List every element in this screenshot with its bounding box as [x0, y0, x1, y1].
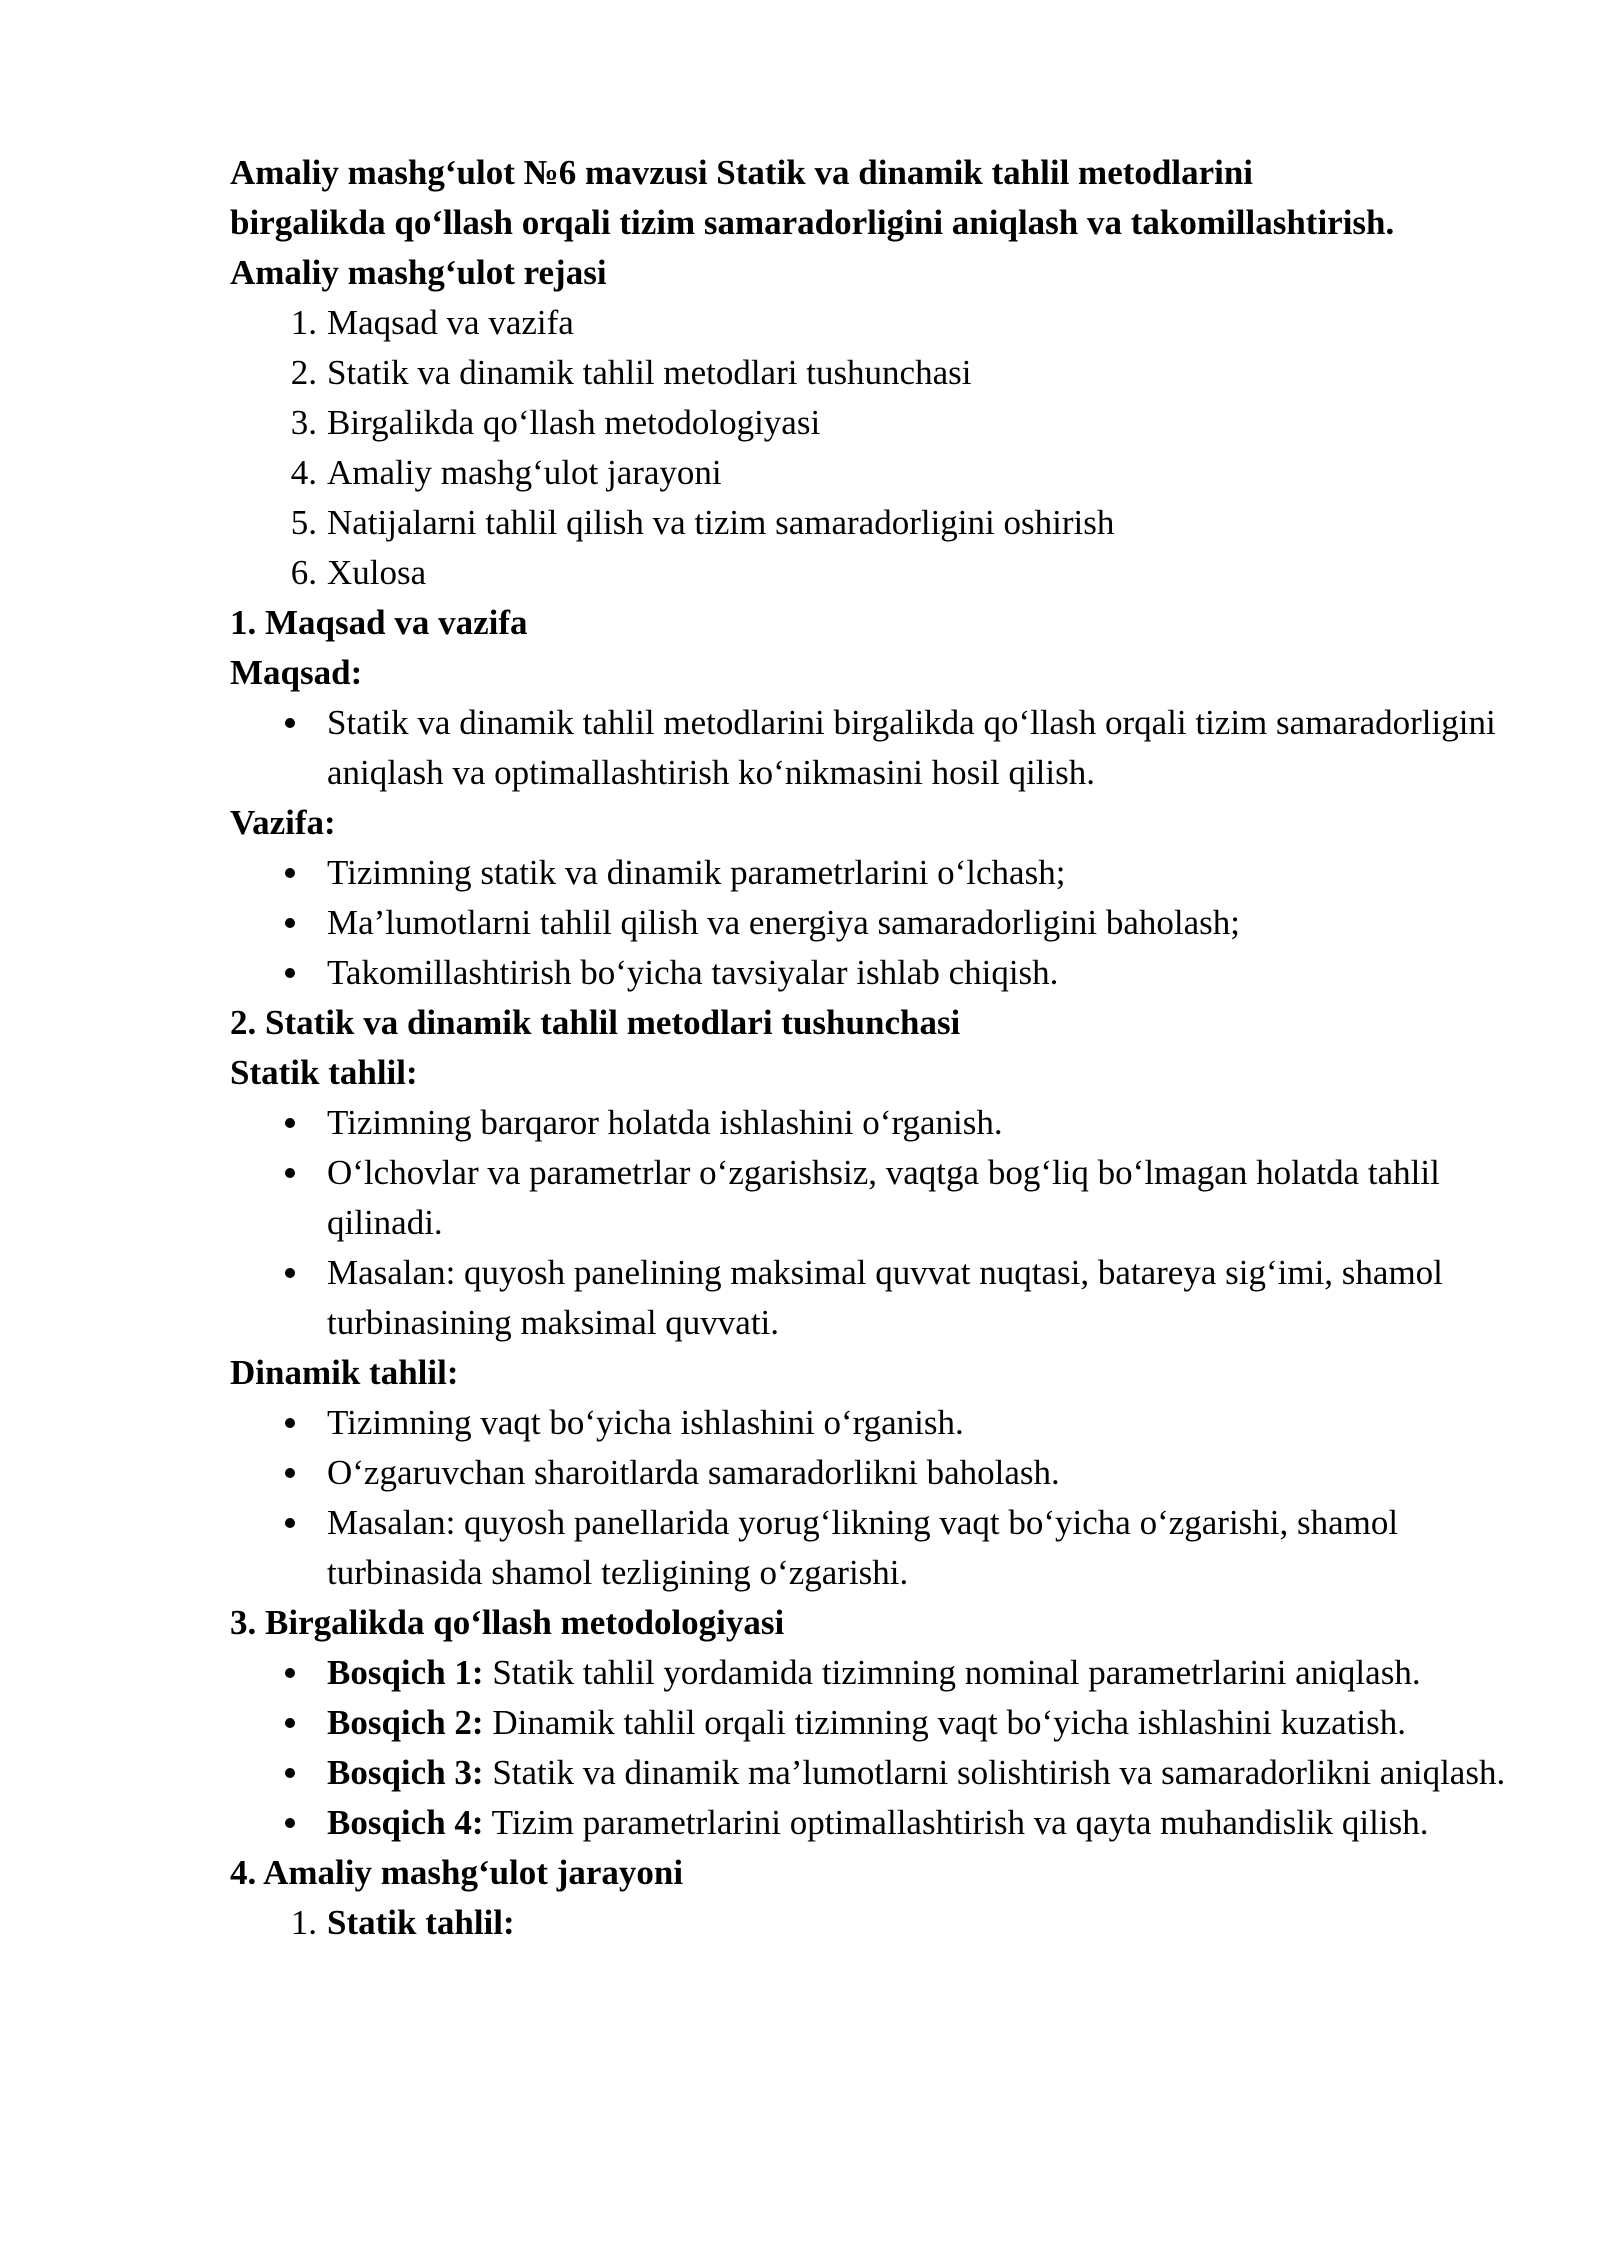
bullet-icon: [285, 1768, 295, 1778]
plan-item-text: Statik va dinamik tahlil metodlari tushunchasi: [327, 353, 972, 392]
list-item-text: Ma’lumotlarni tahlil qilish va energiya samaradorligini baholash;: [327, 903, 1241, 942]
step-label: Bosqich 4:: [327, 1803, 484, 1842]
document-title-line-1: Amaliy mashg‘ulot №6 mavzusi Statik va dinamik tahlil metodlarini: [230, 153, 1254, 192]
list-item: [230, 1798, 1530, 1848]
list-item: [230, 1448, 1530, 1498]
vazifa-label: Vazifa:: [230, 803, 336, 842]
vazifa-list: [230, 848, 1530, 998]
plan-item: [230, 448, 1530, 498]
list-item-text: Takomillashtirish bo‘yicha tavsiyalar ishlab chiqish.: [327, 953, 1059, 992]
section-4-heading: 4. Amaliy mashg‘ulot jarayoni: [230, 1853, 684, 1892]
section-1-heading: 1. Maqsad va vazifa: [230, 603, 528, 642]
plan-item-number: 1.: [290, 303, 317, 342]
step-text: Statik tahlil yordamida tizimning nominal parametrlarini aniqlash.: [483, 1653, 1421, 1692]
list-item: [230, 1248, 1530, 1348]
document-page: [230, 148, 1530, 1948]
plan-item: [230, 548, 1530, 598]
plan-item-number: 6.: [290, 553, 317, 592]
list-item: [230, 698, 1530, 798]
plan-item-text: Natijalarni tahlil qilish va tizim samaradorligini oshirish: [327, 503, 1115, 542]
list-item: [230, 948, 1530, 998]
list-item: [230, 1148, 1530, 1248]
process-item-number: 1.: [290, 1903, 317, 1942]
list-item: [230, 1698, 1530, 1748]
plan-list: [230, 298, 1530, 598]
bullet-icon: [285, 718, 295, 728]
process-item: [230, 1898, 1530, 1948]
statik-list: [230, 1098, 1530, 1348]
step-label: Bosqich 3:: [327, 1753, 484, 1792]
list-item-text: O‘lchovlar va parametrlar o‘zgarishsiz, vaqtga bog‘liq bo‘lmagan holatda tahlil qilinadi.: [327, 1153, 1440, 1242]
plan-item: [230, 298, 1530, 348]
plan-item-text: Xulosa: [327, 553, 427, 592]
step-text: Dinamik tahlil orqali tizimning vaqt bo‘yicha ishlashini kuzatish.: [483, 1703, 1407, 1742]
plan-item-number: 5.: [290, 503, 317, 542]
dinamik-label: Dinamik tahlil:: [230, 1353, 459, 1392]
section-2-heading: 2. Statik va dinamik tahlil metodlari tushunchasi: [230, 1003, 961, 1042]
bullet-icon: [285, 1518, 295, 1528]
step-label: Bosqich 1:: [327, 1653, 484, 1692]
steps-list: [230, 1648, 1530, 1848]
bullet-icon: [285, 1418, 295, 1428]
list-item: [230, 1648, 1530, 1698]
document-title-line-2: birgalikda qo‘llash orqali tizim samaradorligini aniqlash va takomillashtirish.: [230, 203, 1395, 242]
bullet-icon: [285, 1468, 295, 1478]
plan-item: [230, 398, 1530, 448]
list-item: [230, 1498, 1530, 1598]
bullet-icon: [285, 1818, 295, 1828]
bullet-icon: [285, 1168, 295, 1178]
list-item-text: Tizimning barqaror holatda ishlashini o‘rganish.: [327, 1103, 1003, 1142]
list-item: [230, 1748, 1530, 1798]
bullet-icon: [285, 1118, 295, 1128]
plan-item-number: 2.: [290, 353, 317, 392]
bullet-icon: [285, 868, 295, 878]
list-item-text: Masalan: quyosh panellarida yorug‘likning vaqt bo‘yicha o‘zgarishi, shamol turbinasida shamol tezligining o‘zgarishi.: [327, 1503, 1399, 1592]
statik-label: Statik tahlil:: [230, 1053, 418, 1092]
process-list: [230, 1898, 1530, 1948]
section-3-heading: 3. Birgalikda qo‘llash metodologiyasi: [230, 1603, 785, 1642]
bullet-icon: [285, 1718, 295, 1728]
bullet-icon: [285, 918, 295, 928]
bullet-icon: [285, 1668, 295, 1678]
list-item-text: Tizimning vaqt bo‘yicha ishlashini o‘rganish.: [327, 1403, 964, 1442]
plan-item: [230, 348, 1530, 398]
list-item-text: Masalan: quyosh panelining maksimal quvvat nuqtasi, batareya sig‘imi, shamol turbinasining maksimal quvvati.: [327, 1253, 1443, 1342]
maqsad-list: [230, 698, 1530, 798]
list-item-text: Tizimning statik va dinamik parametrlarini o‘lchash;: [327, 853, 1066, 892]
list-item-text: O‘zgaruvchan sharoitlarda samaradorlikni baholash.: [327, 1453, 1060, 1492]
bullet-icon: [285, 1268, 295, 1278]
plan-item-text: Birgalikda qo‘llash metodologiyasi: [327, 403, 821, 442]
plan-item-text: Amaliy mashg‘ulot jarayoni: [327, 453, 722, 492]
process-item-text: Statik tahlil:: [327, 1903, 515, 1942]
list-item: [230, 898, 1530, 948]
step-label: Bosqich 2:: [327, 1703, 484, 1742]
plan-item-number: 3.: [290, 403, 317, 442]
list-item: [230, 1098, 1530, 1148]
maqsad-label: Maqsad:: [230, 653, 363, 692]
plan-heading: Amaliy mashg‘ulot rejasi: [230, 253, 607, 292]
plan-item-text: Maqsad va vazifa: [327, 303, 574, 342]
step-text: Statik va dinamik ma’lumotlarni solishtirish va samaradorlikni aniqlash.: [483, 1753, 1506, 1792]
plan-item: [230, 498, 1530, 548]
plan-item-number: 4.: [290, 453, 317, 492]
list-item: [230, 1398, 1530, 1448]
step-text: Tizim parametrlarini optimallashtirish va qayta muhandislik qilish.: [483, 1803, 1429, 1842]
list-item: [230, 848, 1530, 898]
list-item-text: Statik va dinamik tahlil metodlarini birgalikda qo‘llash orqali tizim samaradorligini aniqlash va optimallashtirish ko‘nikmasini hosil qilish.: [327, 703, 1496, 792]
dinamik-list: [230, 1398, 1530, 1598]
bullet-icon: [285, 968, 295, 978]
